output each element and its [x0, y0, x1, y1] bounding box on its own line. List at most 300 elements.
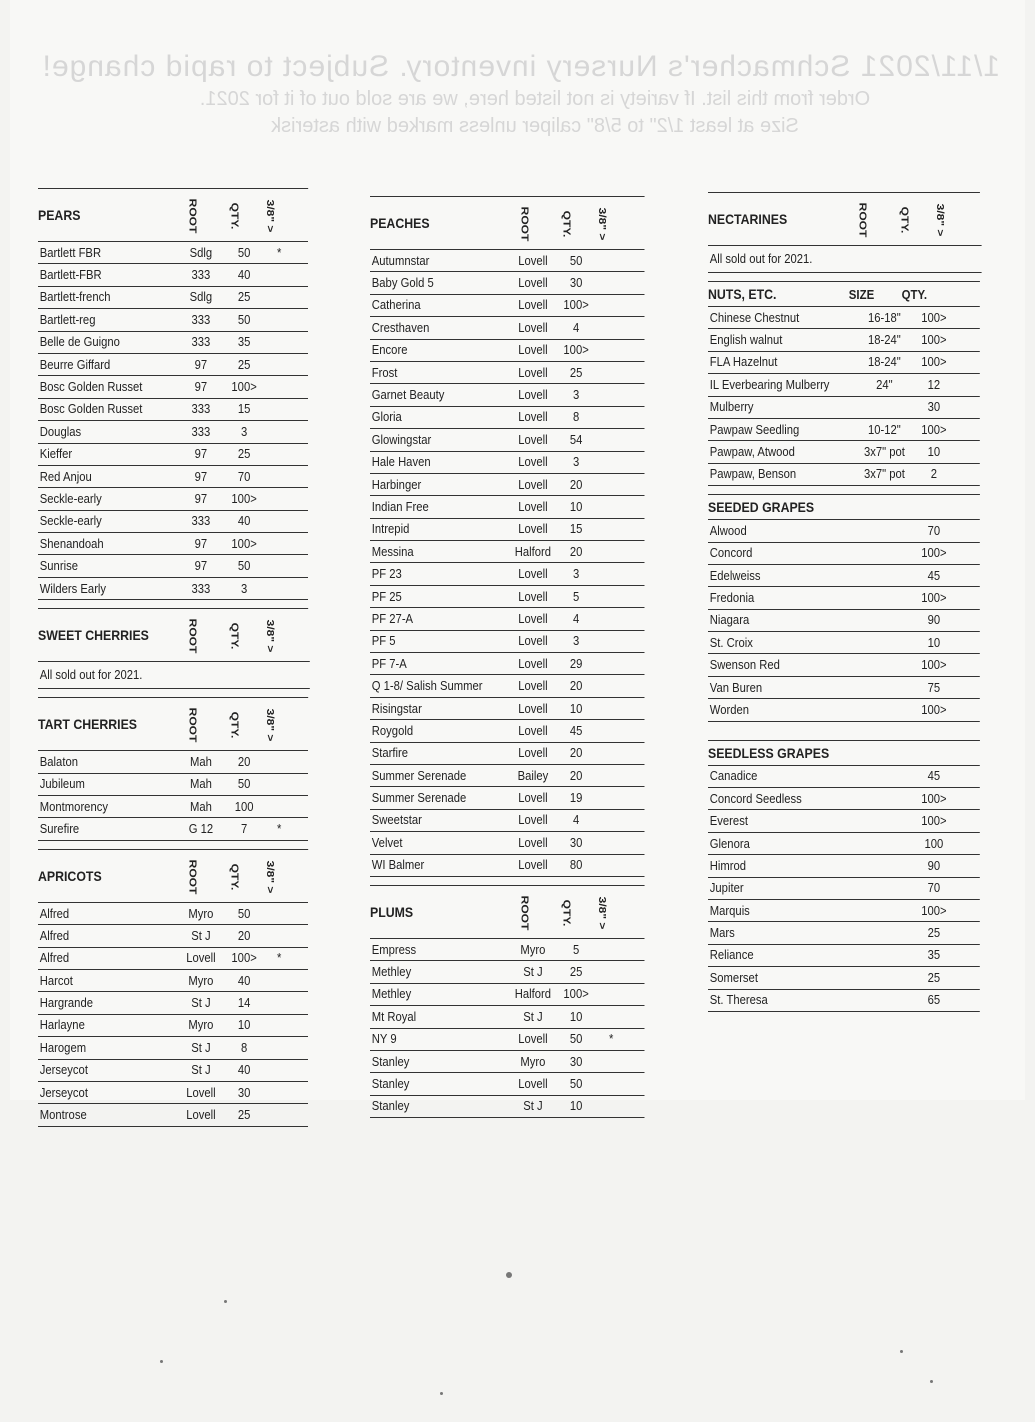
table-row	[38, 902, 308, 924]
quantity: 70	[927, 881, 941, 896]
variety-name: Kieffer	[39, 447, 73, 462]
variety-name: Starfire	[371, 746, 409, 761]
variety-name: Swenson Red	[709, 658, 780, 673]
rootstock: Lovell	[518, 701, 548, 716]
quantity: 14	[237, 996, 251, 1011]
sweet-cherries-section	[38, 608, 308, 689]
variety-name: Reliance	[709, 948, 754, 963]
quantity: 10	[569, 499, 583, 514]
variety-name: Garnet Beauty	[371, 388, 445, 403]
quantity: 30	[569, 835, 583, 850]
quantity: 100>	[231, 951, 257, 966]
rootstock: Lovell	[518, 365, 548, 380]
rootstock: St J	[191, 928, 211, 943]
variety-name: Bartlett-french	[39, 290, 111, 305]
quantity: 8	[572, 410, 580, 425]
table-row	[370, 451, 645, 473]
table-row	[708, 921, 980, 943]
qty-column-header: QTY.	[228, 711, 242, 739]
quantity: 75	[927, 680, 941, 695]
variety-name: Bosc Golden Russet	[39, 402, 143, 417]
table-row	[708, 989, 980, 1012]
table-row	[708, 609, 980, 631]
table-row	[38, 286, 308, 308]
variety-name: Somerset	[709, 970, 758, 985]
quantity: 7	[240, 822, 248, 837]
variety-name: Gloria	[371, 410, 402, 425]
section-title: PEARS	[38, 207, 81, 223]
seeded-grapes-section	[708, 494, 980, 722]
left-column	[38, 188, 308, 1135]
qty-column-header: QTY.	[560, 899, 574, 927]
variety-name: Balaton	[39, 754, 78, 769]
seeded-grapes-table	[708, 519, 980, 722]
table-row	[38, 577, 308, 600]
rootstock: Myro	[188, 906, 214, 921]
nuts-section	[708, 281, 980, 486]
quantity: 25	[237, 290, 251, 305]
variety-name: Jerseycot	[39, 1085, 88, 1100]
variety-name: Bartlett FBR	[39, 245, 102, 260]
quantity: 45	[569, 723, 583, 738]
table-row	[370, 562, 645, 584]
variety-name: Cresthaven	[371, 320, 430, 335]
section-title: NECTARINES	[708, 211, 788, 227]
size-column-header: 3/8" >	[264, 619, 277, 653]
quantity: 25	[569, 365, 583, 380]
quantity: 3	[572, 567, 580, 582]
quantity: 20	[569, 768, 583, 783]
table-row	[708, 899, 980, 921]
table-row	[38, 1014, 308, 1036]
tart-cherries-header	[38, 697, 308, 750]
rootstock: Lovell	[518, 522, 548, 537]
table-row	[38, 241, 308, 263]
rootstock: Sdlg	[189, 290, 213, 305]
quantity: 50	[237, 777, 251, 792]
table-row	[370, 406, 645, 428]
quantity: 3	[572, 388, 580, 403]
rootstock: Myro	[188, 973, 214, 988]
table-row	[370, 764, 645, 786]
table-row	[370, 1028, 645, 1050]
rootstock: Mah	[189, 799, 212, 814]
variety-name: FLA Hazelnut	[709, 355, 778, 370]
variety-name: Concord	[709, 546, 753, 561]
table-row	[38, 353, 308, 375]
section-title: SEEDED GRAPES	[708, 499, 815, 516]
table-row	[370, 938, 645, 960]
quantity: 3	[572, 634, 580, 649]
variety-name: Jupiter	[709, 881, 744, 896]
variety-name: Indian Free	[371, 499, 429, 514]
plant-size: 3x7" pot	[863, 467, 905, 482]
variety-name: Seckle-early	[39, 491, 102, 506]
table-row	[370, 361, 645, 383]
variety-name: Glowingstar	[371, 432, 432, 447]
quantity: 30	[569, 1054, 583, 1069]
quantity: 100>	[921, 903, 947, 918]
variety-name: PF 25	[371, 589, 402, 604]
variety-name: Messina	[371, 544, 414, 559]
size-column-header: 3/8" >	[596, 896, 609, 930]
variety-name: Fredonia	[709, 590, 755, 605]
table-row	[370, 585, 645, 607]
variety-name: NY 9	[371, 1032, 397, 1047]
quantity: 5	[572, 589, 580, 604]
table-row	[38, 817, 308, 840]
table-row	[370, 1050, 645, 1072]
quantity: 40	[237, 514, 251, 529]
rootstock: Myro	[520, 942, 546, 957]
variety-name: Stanley	[371, 1099, 410, 1114]
table-row	[708, 877, 980, 899]
variety-name: PF 7-A	[371, 656, 407, 671]
quantity: 29	[569, 656, 583, 671]
table-row	[708, 966, 980, 988]
rootstock: 333	[191, 514, 211, 529]
quantity: 65	[927, 993, 941, 1008]
table-row	[38, 420, 308, 442]
variety-name: Wilders Early	[39, 581, 107, 596]
rootstock: Mah	[189, 777, 212, 792]
table-row	[370, 1095, 645, 1118]
inventory-sheet	[10, 0, 1025, 1123]
quantity: 100>	[921, 333, 947, 348]
variety-name: Beurre Giffard	[39, 357, 111, 372]
peaches-header	[370, 196, 645, 249]
quantity: 100>	[921, 310, 947, 325]
variety-name: PF 5	[371, 634, 396, 649]
table-row	[708, 653, 980, 675]
quantity: 4	[572, 611, 580, 626]
quantity: 50	[237, 906, 251, 921]
seeded-grapes-header	[708, 494, 980, 519]
table-row	[708, 306, 980, 328]
rootstock: Lovell	[518, 1032, 548, 1047]
table-row	[708, 373, 980, 395]
quantity: 100>	[231, 536, 257, 551]
variety-name: Canadice	[709, 769, 758, 784]
variety-name: Sweetstar	[371, 813, 422, 828]
rootstock: Lovell	[518, 723, 548, 738]
peaches-table	[370, 249, 645, 877]
quantity: 100	[924, 836, 944, 851]
quantity: 100>	[563, 987, 589, 1002]
table-row	[38, 947, 308, 969]
rootstock: 333	[191, 402, 211, 417]
plums-section	[370, 885, 645, 1118]
quantity: 30	[569, 276, 583, 291]
variety-name: PF 27-A	[371, 611, 414, 626]
table-row	[38, 554, 308, 576]
variety-name: Velvet	[371, 835, 403, 850]
variety-name: Roygold	[371, 723, 414, 738]
rootstock: Lovell	[518, 276, 548, 291]
table-row	[708, 351, 980, 373]
quantity: 4	[572, 813, 580, 828]
quantity: 30	[927, 400, 941, 415]
quantity: 25	[237, 447, 251, 462]
pears-section	[38, 188, 308, 600]
rootstock: Lovell	[186, 951, 216, 966]
rootstock: 97	[194, 491, 208, 506]
tart-cherries-table	[38, 750, 308, 841]
rootstock: Lovell	[186, 1085, 216, 1100]
rootstock: Lovell	[518, 611, 548, 626]
seedless-grapes-section	[708, 740, 980, 1012]
table-row	[370, 607, 645, 629]
variety-name: Harbinger	[371, 477, 422, 492]
bleed-through-title: 1/11/2021 Schmacher's Nursery inventory. Subject to rapid change!	[41, 50, 1000, 83]
table-row	[38, 532, 308, 554]
rootstock: St J	[523, 1009, 543, 1024]
size-column-header: SIZE	[848, 286, 875, 302]
variety-name: Alfred	[39, 951, 70, 966]
quantity: 100>	[921, 546, 947, 561]
variety-name: Jubileum	[39, 777, 85, 792]
qty-column-header: QTY.	[228, 863, 242, 891]
plant-size: 18-24"	[868, 333, 901, 348]
variety-name: Marquis	[709, 903, 750, 918]
table-row	[38, 1036, 308, 1058]
rootstock: Lovell	[518, 567, 548, 582]
quantity: 10	[569, 1009, 583, 1024]
root-column-header: ROOT	[186, 198, 200, 234]
table-row	[370, 831, 645, 853]
variety-name: Concord Seedless	[709, 791, 802, 806]
variety-name: Pawpaw Seedling	[709, 422, 800, 437]
quantity: 100>	[921, 422, 947, 437]
quantity: 40	[237, 973, 251, 988]
variety-name: Alfred	[39, 928, 70, 943]
table-row	[370, 294, 645, 316]
variety-name: Bosc Golden Russet	[39, 380, 143, 395]
variety-name: Harogem	[39, 1040, 87, 1055]
quantity: 100>	[921, 355, 947, 370]
quantity: 50	[237, 312, 251, 327]
table-row	[38, 308, 308, 330]
quantity: 80	[569, 858, 583, 873]
plant-size: 16-18"	[868, 310, 901, 325]
qty-column-header: QTY.	[228, 622, 242, 650]
table-row	[708, 698, 980, 721]
table-row	[708, 564, 980, 586]
table-row	[370, 742, 645, 764]
table-row	[708, 396, 980, 418]
variety-name: Hargrande	[39, 996, 93, 1011]
rootstock: Lovell	[518, 656, 548, 671]
quantity: 20	[237, 928, 251, 943]
table-row	[370, 854, 645, 877]
bleed-through-line-3: Size at least 1/2" to 5/8" caliper unless marked with asterisk	[271, 115, 799, 137]
quantity: 100>	[921, 814, 947, 829]
variety-name: Summer Serenade	[371, 768, 467, 783]
table-row	[370, 809, 645, 831]
variety-name: Mars	[709, 926, 735, 941]
variety-name: Himrod	[709, 858, 747, 873]
table-row	[38, 1081, 308, 1103]
table-row	[370, 1072, 645, 1094]
variety-name: Edelweiss	[709, 568, 761, 583]
quantity: 10	[927, 635, 941, 650]
table-row	[370, 428, 645, 450]
quantity: 3	[240, 424, 248, 439]
quantity: 90	[927, 613, 941, 628]
quantity: 5	[572, 942, 580, 957]
qty-column-header: QTY.	[898, 206, 912, 234]
variety-name: WI Balmer	[371, 858, 425, 873]
quantity: 2	[930, 467, 938, 482]
rootstock: Halford	[514, 544, 552, 559]
table-row	[38, 487, 308, 509]
variety-name: Frost	[371, 365, 398, 380]
plant-size: 3x7" pot	[863, 445, 905, 460]
table-row	[370, 339, 645, 361]
quantity: 100	[234, 799, 254, 814]
table-row	[370, 786, 645, 808]
rootstock: Lovell	[518, 679, 548, 694]
pears-table	[38, 241, 308, 600]
rootstock: Lovell	[518, 634, 548, 649]
rootstock: Lovell	[518, 477, 548, 492]
variety-name: Belle de Guigno	[39, 335, 120, 350]
table-row	[708, 854, 980, 876]
quantity: 100>	[563, 298, 589, 313]
peaches-section	[370, 196, 645, 877]
nectarines-header	[708, 192, 980, 245]
variety-name: Intrepid	[371, 522, 410, 537]
section-title: NUTS, ETC.	[708, 286, 777, 302]
table-row	[38, 510, 308, 532]
variety-name: IL Everbearing Mulberry	[709, 377, 830, 392]
quantity: 100>	[921, 658, 947, 673]
variety-name: Shenandoah	[39, 536, 104, 551]
rootstock: Lovell	[518, 791, 548, 806]
quantity: 70	[927, 523, 941, 538]
quantity: 100>	[921, 791, 947, 806]
section-title: PEACHES	[370, 215, 430, 231]
table-row	[38, 398, 308, 420]
rootstock: 333	[191, 335, 211, 350]
size-marker: *	[277, 951, 282, 966]
quantity: 20	[569, 746, 583, 761]
rootstock: 333	[191, 424, 211, 439]
variety-name: Chinese Chestnut	[709, 310, 800, 325]
table-row	[38, 750, 308, 772]
variety-name: Red Anjou	[39, 469, 92, 484]
quantity: 19	[569, 791, 583, 806]
rootstock: 333	[191, 268, 211, 283]
rootstock: Mah	[189, 754, 212, 769]
quantity: 10	[569, 701, 583, 716]
table-row	[708, 328, 980, 350]
plant-size: 18-24"	[868, 355, 901, 370]
sweet-cherries-header	[38, 608, 308, 661]
quantity: 50	[237, 245, 251, 260]
root-column-header: ROOT	[186, 859, 200, 895]
rootstock: Lovell	[518, 813, 548, 828]
section-title: TART CHERRIES	[38, 716, 138, 733]
qty-column-header: QTY.	[560, 210, 574, 238]
table-row	[370, 960, 645, 982]
table-row	[708, 542, 980, 564]
table-row	[708, 631, 980, 653]
quantity: 100>	[921, 590, 947, 605]
rootstock: 97	[194, 469, 208, 484]
variety-name: Risingstar	[371, 701, 422, 716]
table-row	[38, 795, 308, 817]
plums-table	[370, 938, 645, 1118]
root-column-header: ROOT	[186, 707, 200, 743]
quantity: 90	[927, 858, 941, 873]
variety-name: Douglas	[39, 424, 82, 439]
seedless-grapes-table	[708, 765, 980, 1012]
quantity: 10	[927, 445, 941, 460]
quantity: 50	[237, 559, 251, 574]
size-column-header: 3/8" >	[264, 708, 277, 742]
variety-name: Stanley	[371, 1076, 410, 1091]
quantity: 20	[237, 754, 251, 769]
rootstock: Lovell	[186, 1108, 216, 1123]
rootstock: Lovell	[518, 835, 548, 850]
quantity: 70	[237, 469, 251, 484]
variety-name: St. Theresa	[709, 993, 768, 1008]
variety-name: Worden	[709, 702, 749, 717]
variety-name: Montrose	[39, 1108, 87, 1123]
table-row	[708, 809, 980, 831]
size-column-header: 3/8" >	[596, 207, 609, 241]
rootstock: Lovell	[518, 343, 548, 358]
rootstock: St J	[523, 965, 543, 980]
right-column	[708, 192, 980, 1020]
rootstock: Lovell	[518, 858, 548, 873]
quantity: 25	[927, 926, 941, 941]
table-row	[370, 719, 645, 741]
rootstock: Myro	[188, 1018, 214, 1033]
variety-name: Alfred	[39, 906, 70, 921]
variety-name: Harcot	[39, 973, 73, 988]
variety-name: Glenora	[709, 836, 750, 851]
rootstock: St J	[191, 996, 211, 1011]
table-row	[708, 765, 980, 787]
pears-header	[38, 188, 308, 241]
table-row	[370, 518, 645, 540]
quantity: 100>	[921, 702, 947, 717]
quantity: 3	[240, 581, 248, 596]
quantity: 3	[572, 455, 580, 470]
quantity: 50	[569, 1076, 583, 1091]
rootstock: Lovell	[518, 1076, 548, 1091]
quantity: 15	[237, 402, 251, 417]
variety-name: Q 1-8/ Salish Summer	[371, 679, 483, 694]
quantity: 20	[569, 544, 583, 559]
nuts-header	[708, 281, 980, 306]
section-title: SEEDLESS GRAPES	[708, 744, 830, 761]
rootstock: 97	[194, 380, 208, 395]
section-title: SWEET CHERRIES	[38, 627, 149, 644]
section-title: PLUMS	[370, 903, 414, 920]
nuts-table	[708, 306, 980, 486]
table-row	[708, 787, 980, 809]
quantity: 54	[569, 432, 583, 447]
middle-column	[370, 196, 645, 1126]
apricots-table	[38, 902, 308, 1127]
rootstock: Bailey	[517, 768, 549, 783]
table-row	[708, 832, 980, 854]
rootstock: St J	[523, 1099, 543, 1114]
variety-name: Bartlett-reg	[39, 312, 96, 327]
